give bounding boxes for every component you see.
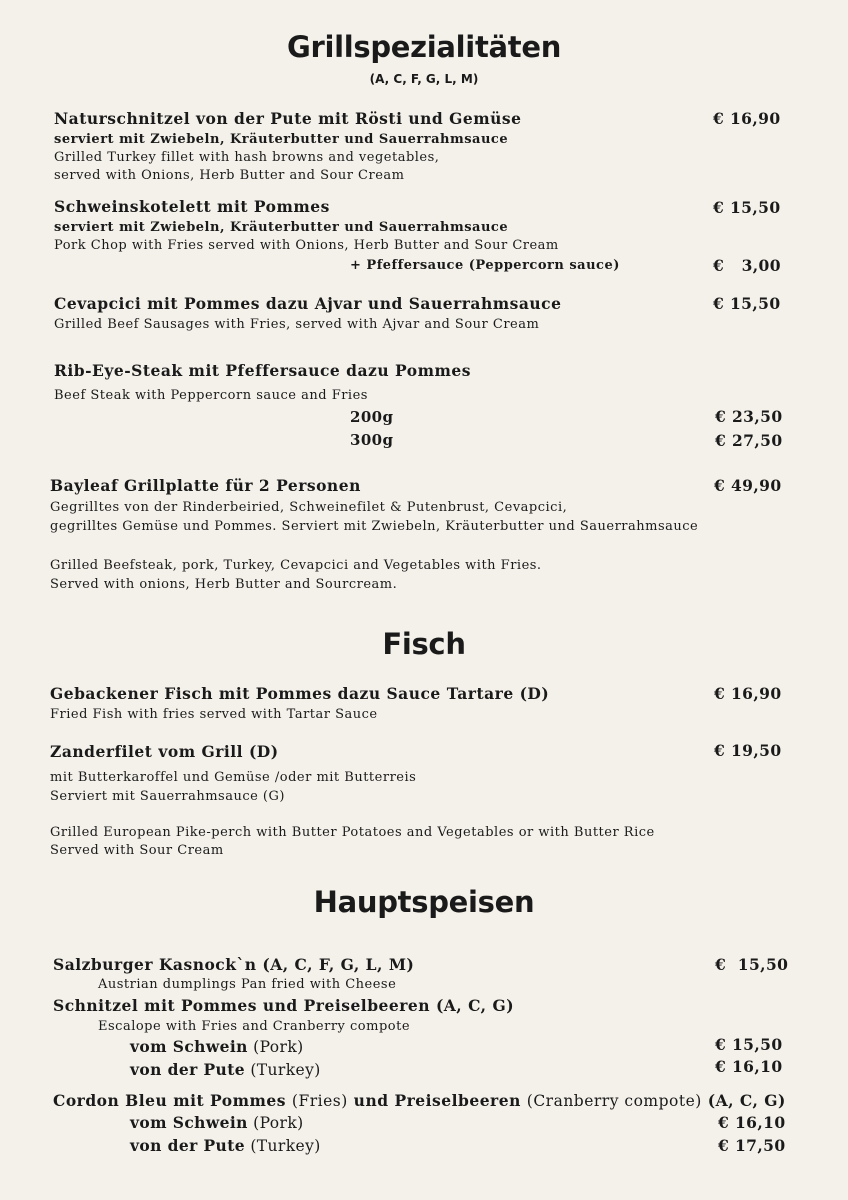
section-title-grill: Grillspezialitäten xyxy=(286,30,562,64)
title-translation: (Cranberry compote) xyxy=(526,1092,702,1110)
variant-translation: (Pork) xyxy=(253,1114,304,1132)
variant-label: von der Pute xyxy=(130,1060,246,1079)
item-description: mit Butterkaroffel und Gemüse /oder mit Butterreis xyxy=(50,770,417,785)
item-price: € 15,50 xyxy=(715,955,789,974)
size-price: € 23,50 xyxy=(715,407,783,426)
variant-row xyxy=(130,1037,304,1056)
variant-label: von der Pute xyxy=(130,1136,246,1155)
item-description: Serviert mit Sauerrahmsauce (G) xyxy=(50,789,285,804)
extra-label: + Pfeffersauce (Peppercorn sauce) xyxy=(350,258,620,273)
item-price: € 15,50 xyxy=(713,198,781,217)
item-price: € 49,90 xyxy=(714,476,782,495)
title-translation: (Fries) xyxy=(291,1092,348,1110)
item-title: Salzburger Kasnock`n (A, C, F, G, L, M) xyxy=(53,955,415,974)
variant-price: € 16,10 xyxy=(715,1057,783,1076)
variant-translation: (Pork) xyxy=(253,1038,304,1056)
item-title: Naturschnitzel von der Pute mit Rösti und Gemüse xyxy=(54,109,522,128)
allergen-codes: (A, C, G) xyxy=(707,1091,786,1110)
item-description: gegrilltes Gemüse und Pommes. Serviert mit Zwiebeln, Kräuterbutter und Sauerrahmsauce xyxy=(50,519,699,534)
title-part: und Preiselbeeren xyxy=(353,1091,521,1110)
item-title: Zanderfilet vom Grill (D) xyxy=(50,742,279,761)
item-description: Grilled Beef Sausages with Fries, served with Ajvar and Sour Cream xyxy=(54,317,540,332)
section-title-fish: Fisch xyxy=(382,627,466,661)
allergen-note: (A, C, F, G, L, M) xyxy=(369,72,479,86)
variant-row xyxy=(130,1136,321,1155)
variant-price: € 15,50 xyxy=(715,1035,783,1054)
item-price: € 16,90 xyxy=(713,109,781,128)
item-description: Pork Chop with Fries served with Onions, Herb Butter and Sour Cream xyxy=(54,238,559,253)
size-label: 200g xyxy=(350,408,394,426)
item-description: Grilled Beefsteak, pork, Turkey, Cevapcici and Vegetables with Fries. xyxy=(50,558,542,573)
item-description: Served with Sour Cream xyxy=(50,843,224,858)
item-title: Bayleaf Grillplatte für 2 Personen xyxy=(50,476,361,495)
item-price: € 16,90 xyxy=(714,684,782,703)
item-description: Escalope with Fries and Cranberry compote xyxy=(98,1019,411,1034)
title-part: Cordon Bleu mit Pommes xyxy=(53,1091,287,1110)
item-price: € 19,50 xyxy=(714,741,782,760)
item-description: Austrian dumplings Pan fried with Cheese xyxy=(98,977,397,992)
extra-price: € 3,00 xyxy=(713,256,781,275)
item-description: served with Onions, Herb Butter and Sour Cream xyxy=(54,168,405,183)
variant-translation: (Turkey) xyxy=(250,1061,321,1079)
variant-price: € 16,10 xyxy=(718,1113,786,1132)
item-title: Schnitzel mit Pommes und Preiselbeeren (A, C, G) xyxy=(53,996,515,1015)
variant-row xyxy=(130,1113,304,1132)
item-description: Served with onions, Herb Butter and Sourcream. xyxy=(50,577,398,592)
variant-price: € 17,50 xyxy=(718,1136,786,1155)
section-title-mains: Hauptspeisen xyxy=(313,885,535,919)
item-subtitle: serviert mit Zwiebeln, Kräuterbutter und Sauerrahmsauce xyxy=(54,220,509,235)
item-title: Cevapcici mit Pommes dazu Ajvar und Sauerrahmsauce xyxy=(54,294,562,313)
variant-label: vom Schwein xyxy=(130,1037,248,1056)
item-title: Schweinskotelett mit Pommes xyxy=(54,197,330,216)
variant-label: vom Schwein xyxy=(130,1113,248,1132)
size-label: 300g xyxy=(350,431,394,449)
variant-translation: (Turkey) xyxy=(250,1137,321,1155)
item-description: Beef Steak with Peppercorn sauce and Fries xyxy=(54,388,368,403)
item-description: Grilled Turkey fillet with hash browns and vegetables, xyxy=(54,150,440,165)
item-title xyxy=(53,1091,786,1110)
size-price: € 27,50 xyxy=(715,431,783,450)
item-subtitle: serviert mit Zwiebeln, Kräuterbutter und Sauerrahmsauce xyxy=(54,132,509,147)
variant-row xyxy=(130,1060,321,1079)
item-description: Gegrilltes von der Rinderbeiried, Schweinefilet & Putenbrust, Cevapcici, xyxy=(50,500,568,515)
item-description: Grilled European Pike-perch with Butter Potatoes and Vegetables or with Butter Rice xyxy=(50,825,655,840)
item-title: Rib-Eye-Steak mit Pfeffersauce dazu Pommes xyxy=(54,361,471,380)
item-price: € 15,50 xyxy=(713,294,781,313)
item-title: Gebackener Fisch mit Pommes dazu Sauce Tartare (D) xyxy=(50,684,550,703)
item-description: Fried Fish with fries served with Tartar Sauce xyxy=(50,707,378,722)
